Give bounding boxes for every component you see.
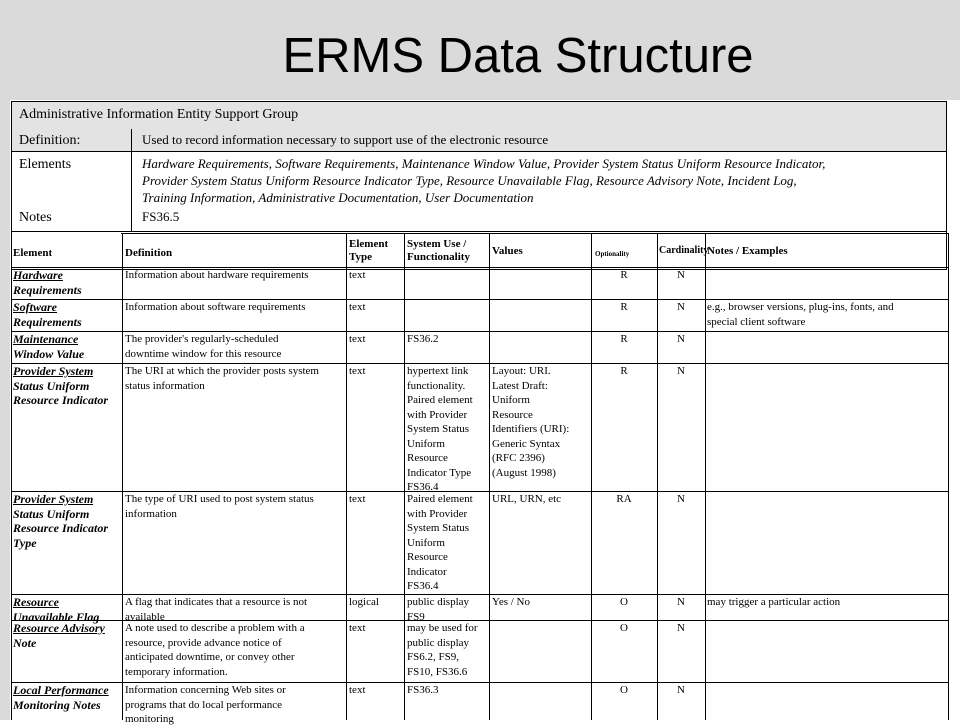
system-use-line: public display [407, 636, 470, 649]
element-name-text: Maintenance [13, 332, 79, 346]
system-use-line: FS36.4 [407, 580, 439, 592]
element-name-text: Window Value [13, 346, 85, 361]
element-name-text: Status Uniform [13, 378, 90, 393]
definition-line: Information concerning Web sites or [125, 684, 286, 696]
element-name-text: Monitoring Notes [13, 697, 101, 712]
notes-line: special client software [707, 315, 806, 328]
table-column-divider [346, 233, 347, 720]
optionality-cell: O [620, 622, 628, 634]
definition-line: A note used to describe a problem with a [125, 622, 305, 634]
element-name-text: Resource Advisory [13, 621, 105, 635]
notes-line: e.g., browser versions, plug-ins, fonts, and [707, 301, 894, 313]
table-column-divider [122, 233, 123, 720]
system-use-line: FS36.4 [407, 481, 439, 493]
element-name-text: Type [13, 535, 37, 550]
type-cell: text [349, 622, 366, 634]
elements-line: Provider System Status Uniform Resource Indicator Type, Resource Unavailable Flag, Resource Advisory Note, Incident Log, [142, 173, 797, 188]
element-name-line [13, 683, 109, 698]
slide-title: ERMS Data Structure [282, 29, 754, 83]
system-use-line: System Status [407, 423, 470, 435]
element-name-text: Note [13, 635, 37, 650]
element-name-line [13, 283, 82, 298]
values-line: Latest Draft: [492, 379, 548, 392]
slide-left-margin [0, 0, 10, 720]
element-name-line [13, 698, 101, 713]
definition-line: The URI at which the provider posts system [125, 365, 319, 377]
cardinality-cell: N [677, 269, 685, 281]
header-optionality: Optionality [595, 250, 630, 258]
element-name-line [13, 332, 78, 347]
optionality-cell: R [620, 301, 628, 313]
definition-line: anticipated downtime, or convey other [125, 651, 295, 663]
definition-line: The type of URI used to post system status [125, 493, 314, 505]
elements-line: Hardware Requirements, Software Requirements, Maintenance Window Value, Provider System Status Uniform Resource Indicator, [142, 156, 826, 171]
definition-line: information [125, 507, 177, 520]
definition-line: A flag that indicates that a resource is not [125, 596, 308, 608]
values-line: Layout: URI. [492, 365, 551, 377]
system-use-line: hypertext link [407, 365, 469, 377]
cardinality-cell: N [677, 301, 685, 313]
element-name-text: Resource [13, 595, 59, 609]
system-use-line: Paired element [407, 493, 473, 505]
header-system-use: Functionality [407, 251, 470, 263]
elements-line: Training Information, Administrative Documentation, User Documentation [142, 190, 534, 205]
element-name-line [13, 492, 93, 507]
table-column-divider [404, 233, 405, 720]
element-name-line [13, 315, 82, 330]
system-use-line: FS36.2 [407, 333, 439, 345]
element-name-line [13, 268, 63, 283]
element-name-text: Software [13, 300, 58, 314]
values-line: Yes / No [492, 596, 531, 608]
values-line: Generic Syntax [492, 437, 561, 450]
type-cell: text [349, 269, 366, 281]
header-system-use: System Use / [407, 238, 467, 250]
cardinality-cell: N [677, 684, 685, 696]
element-name-text: Requirements [13, 314, 82, 329]
values-line: Resource [492, 408, 533, 421]
header-notes: Notes / Examples [707, 245, 788, 257]
element-name-line [13, 595, 59, 610]
notes-value: FS36.5 [142, 209, 180, 224]
system-use-line: public display [407, 596, 470, 608]
definition-line: available [125, 610, 165, 623]
header-element: Element [13, 247, 53, 259]
system-use-line: Paired element [407, 394, 473, 406]
values-line: (August 1998) [492, 466, 556, 479]
optionality-cell: O [620, 684, 628, 696]
element-name-line [13, 379, 89, 394]
header-values: Values [492, 245, 523, 257]
element-name-line [13, 393, 108, 408]
element-name-line [13, 347, 84, 362]
definition-label: Definition: [19, 133, 81, 148]
optionality-cell: RA [616, 493, 632, 505]
system-use-line: may be used for [407, 622, 478, 634]
optionality-cell: R [620, 333, 628, 345]
system-use-line: System Status [407, 522, 470, 534]
elements-label: Elements [19, 157, 72, 172]
header-element-type: Element [349, 238, 389, 250]
system-use-line: Resource [407, 452, 448, 464]
values-line: (RFC 2396) [492, 452, 545, 464]
system-use-line: Indicator [407, 565, 447, 578]
table-column-divider [948, 233, 949, 720]
element-name-text: Provider System [13, 364, 94, 378]
element-name-line [13, 507, 89, 522]
system-use-line: Uniform [407, 536, 445, 549]
values-line: Uniform [492, 394, 530, 406]
cardinality-cell: N [677, 596, 685, 608]
header-element-type: Type [349, 251, 373, 263]
element-name-line [13, 300, 57, 315]
values-line: URL, URN, etc [492, 493, 562, 505]
element-name-text: Status Uniform [13, 506, 90, 521]
notes-label: Notes [19, 210, 52, 225]
cardinality-cell: N [677, 365, 685, 377]
system-use-line: FS36.3 [407, 684, 439, 696]
definition-line: status information [125, 379, 205, 392]
element-name-text: Provider System [13, 492, 94, 506]
header-definition: Definition [125, 247, 173, 259]
optionality-cell: R [620, 365, 628, 377]
type-cell: text [349, 365, 366, 377]
cardinality-cell: N [677, 622, 685, 634]
definition-line: Information about software requirements [125, 301, 306, 313]
definition-value: Used to record information necessary to support use of the electronic resource [142, 132, 549, 147]
cardinality-cell: N [677, 493, 685, 505]
element-name-text: Local Performance [13, 683, 109, 697]
element-table [11, 233, 948, 725]
element-name-text: Hardware [13, 268, 64, 282]
definition-line: downtime window for this resource [125, 347, 282, 360]
element-name-text: Resource Indicator [13, 393, 109, 407]
type-cell: text [349, 333, 366, 345]
system-use-line: FS6.2, FS9, [407, 651, 459, 663]
system-use-line: FS10, FS36.6 [407, 665, 468, 678]
type-cell: text [349, 493, 366, 505]
cardinality-cell: N [677, 333, 685, 345]
definition-line: programs that do local performance [125, 698, 282, 711]
system-use-line: FS9 [407, 610, 425, 623]
definition-line: temporary information. [125, 665, 228, 678]
optionality-cell: O [620, 596, 628, 608]
type-cell: text [349, 684, 366, 696]
definition-line: The provider's regularly-scheduled [125, 333, 279, 345]
system-use-line: Indicator Type [407, 466, 472, 479]
system-use-line: with Provider [407, 408, 468, 421]
element-name-line [13, 621, 105, 636]
table-column-divider [11, 267, 12, 720]
element-name-text: Resource Indicator [13, 521, 109, 535]
type-cell: text [349, 301, 366, 313]
system-use-line: Resource [407, 551, 448, 563]
table-column-divider [489, 233, 490, 720]
table-header-top-rule [121, 233, 948, 234]
notes-line: may trigger a particular action [707, 596, 841, 608]
summary-divider [131, 129, 132, 231]
element-name-line [13, 364, 93, 379]
definition-line: monitoring [125, 713, 174, 725]
values-line: Identifiers (URI): [492, 423, 570, 435]
element-name-line [13, 636, 36, 651]
element-name-line [13, 521, 108, 536]
system-use-line: with Provider [407, 507, 468, 520]
definition-line: Information about hardware requirements [125, 269, 309, 281]
system-use-line: Uniform [407, 437, 445, 450]
optionality-cell: R [620, 269, 628, 281]
summary-header: Administrative Information Entity Support Group [19, 107, 299, 122]
type-cell: logical [349, 596, 379, 608]
header-cardinality: Cardinality [659, 245, 709, 256]
table-column-divider [705, 233, 706, 720]
definition-line: resource, provide advance notice of [125, 636, 282, 649]
element-name-line [13, 536, 37, 551]
system-use-line: functionality. [407, 379, 466, 392]
element-name-text: Requirements [13, 282, 82, 297]
element-name-text: Unavailable Flag [13, 609, 100, 624]
